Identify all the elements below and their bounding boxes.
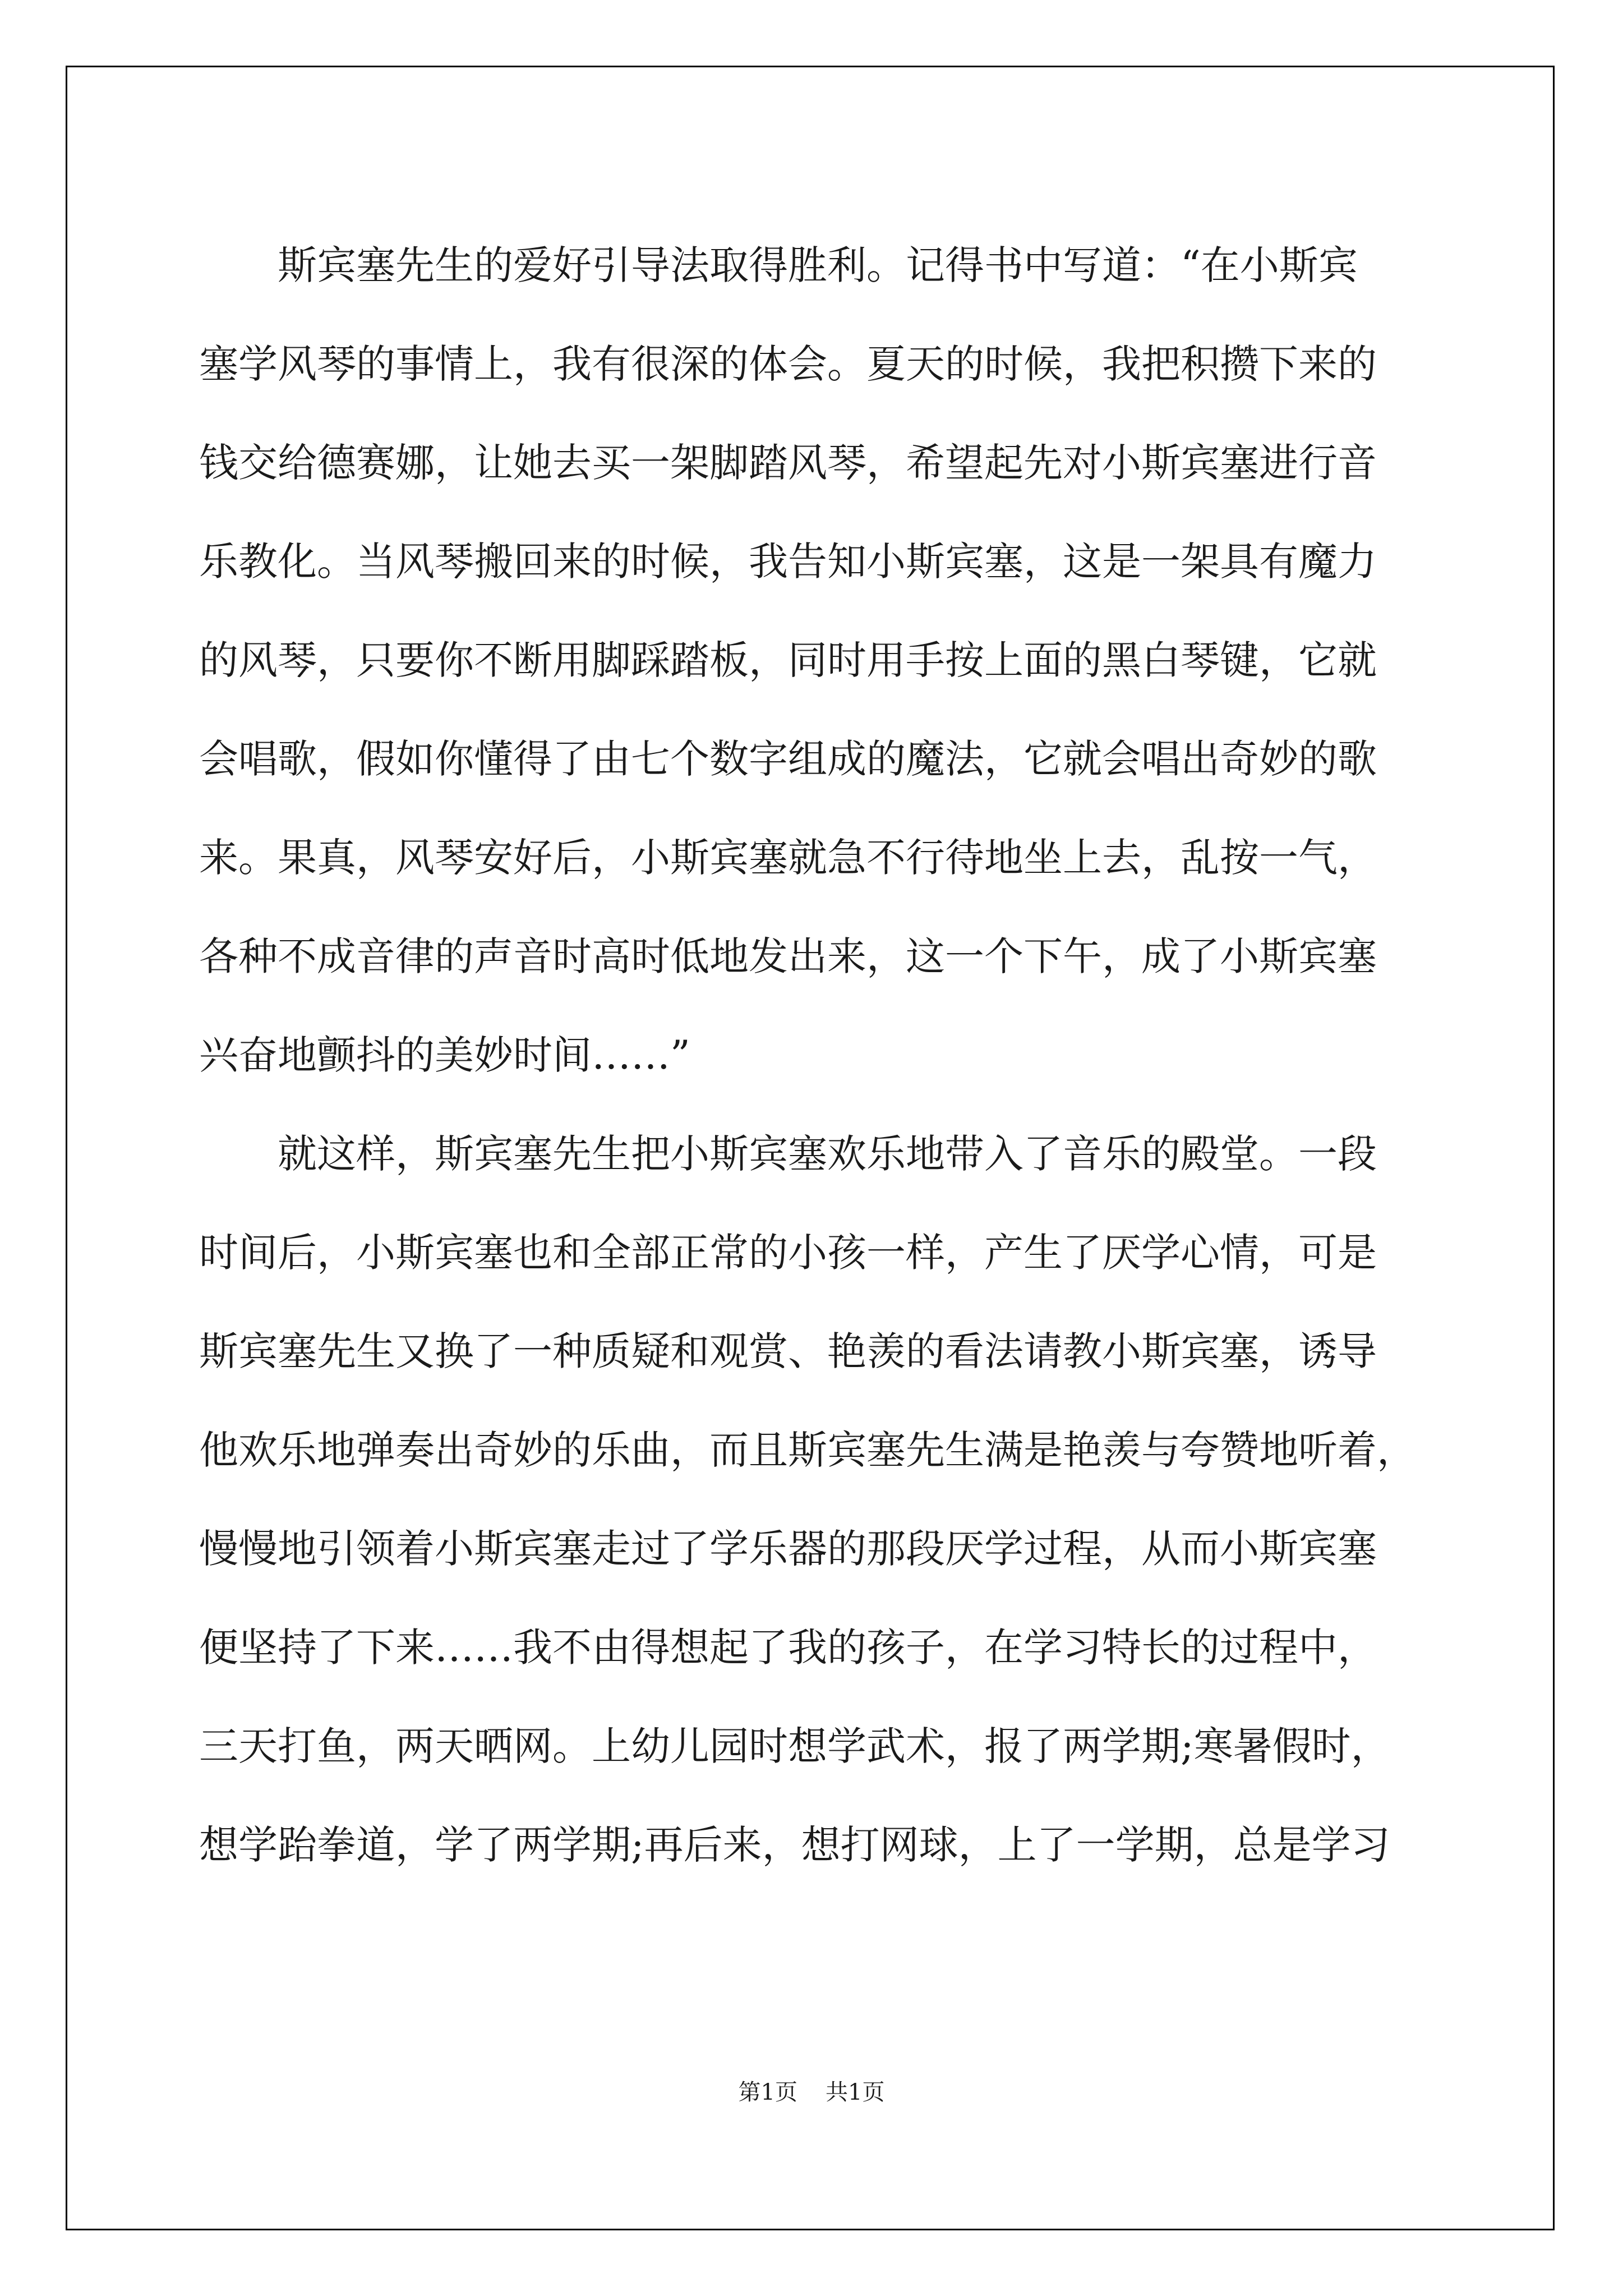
page-number-total: 共1页 bbox=[826, 2079, 885, 2105]
paragraph-2-line-4: 他欢乐地弹奏出奇妙的乐曲，而且斯宾塞先生满是艳羡与夸赞地听着， bbox=[199, 1427, 1416, 1473]
paragraph-1-line-6: 会唱歌，假如你懂得了由七个数字组成的魔法，它就会唱出奇妙的歌 bbox=[199, 736, 1377, 782]
page-footer bbox=[0, 2076, 1623, 2109]
paragraph-2-line-5: 慢慢地引领着小斯宾塞走过了学乐器的那段厌学过程，从而小斯宾塞 bbox=[199, 1526, 1377, 1572]
paragraph-1-line-5: 的风琴，只要你不断用脚踩踏板，同时用手按上面的黑白琴键，它就 bbox=[199, 637, 1377, 683]
paragraph-1-line-8: 各种不成音律的声音时高时低地发出来，这一个下午，成了小斯宾塞 bbox=[199, 933, 1377, 979]
document-body bbox=[199, 216, 1433, 1894]
paragraph-1-line-3: 钱交给德赛娜，让她去买一架脚踏风琴，希望起先对小斯宾塞进行音 bbox=[199, 440, 1377, 486]
paragraph-1-line-7: 来。果真，风琴安好后，小斯宾塞就急不行待地坐上去，乱按一气， bbox=[199, 835, 1377, 881]
paragraph-2-line-8: 想学跆拳道，学了两学期;再后来，想打网球，上了一学期，总是学习 bbox=[199, 1822, 1390, 1868]
paragraph-1-line-9: 兴奋地颤抖的美妙时间……” bbox=[199, 1032, 690, 1078]
paragraph-2-line-1: 就这样，斯宾塞先生把小斯宾塞欢乐地带入了音乐的殿堂。一段 bbox=[278, 1131, 1377, 1177]
paragraph-2-line-6: 便坚持了下来……我不由得想起了我的孩子，在学习特长的过程中， bbox=[199, 1625, 1377, 1671]
paragraph-1-line-2: 塞学风琴的事情上，我有很深的体会。夏天的时候，我把积攒下来的 bbox=[199, 341, 1377, 387]
paragraph-2-line-2: 时间后，小斯宾塞也和全部正常的小孩一样，产生了厌学心情，可是 bbox=[199, 1230, 1377, 1276]
paragraph-2-line-3: 斯宾塞先生又换了一种质疑和观赏、艳羡的看法请教小斯宾塞，诱导 bbox=[199, 1328, 1377, 1374]
paragraph-2-line-7: 三天打鱼，两天晒网。上幼儿园时想学武术，报了两学期;寒暑假时， bbox=[199, 1723, 1390, 1769]
paragraph-1-line-4: 乐教化。当风琴搬回来的时候，我告知小斯宾塞，这是一架具有魔力 bbox=[199, 539, 1377, 585]
paragraph-1-line-1: 斯宾塞先生的爱好引导法取得胜利。记得书中写道：“在小斯宾 bbox=[278, 242, 1358, 288]
page-number-current: 第1页 bbox=[738, 2079, 797, 2105]
